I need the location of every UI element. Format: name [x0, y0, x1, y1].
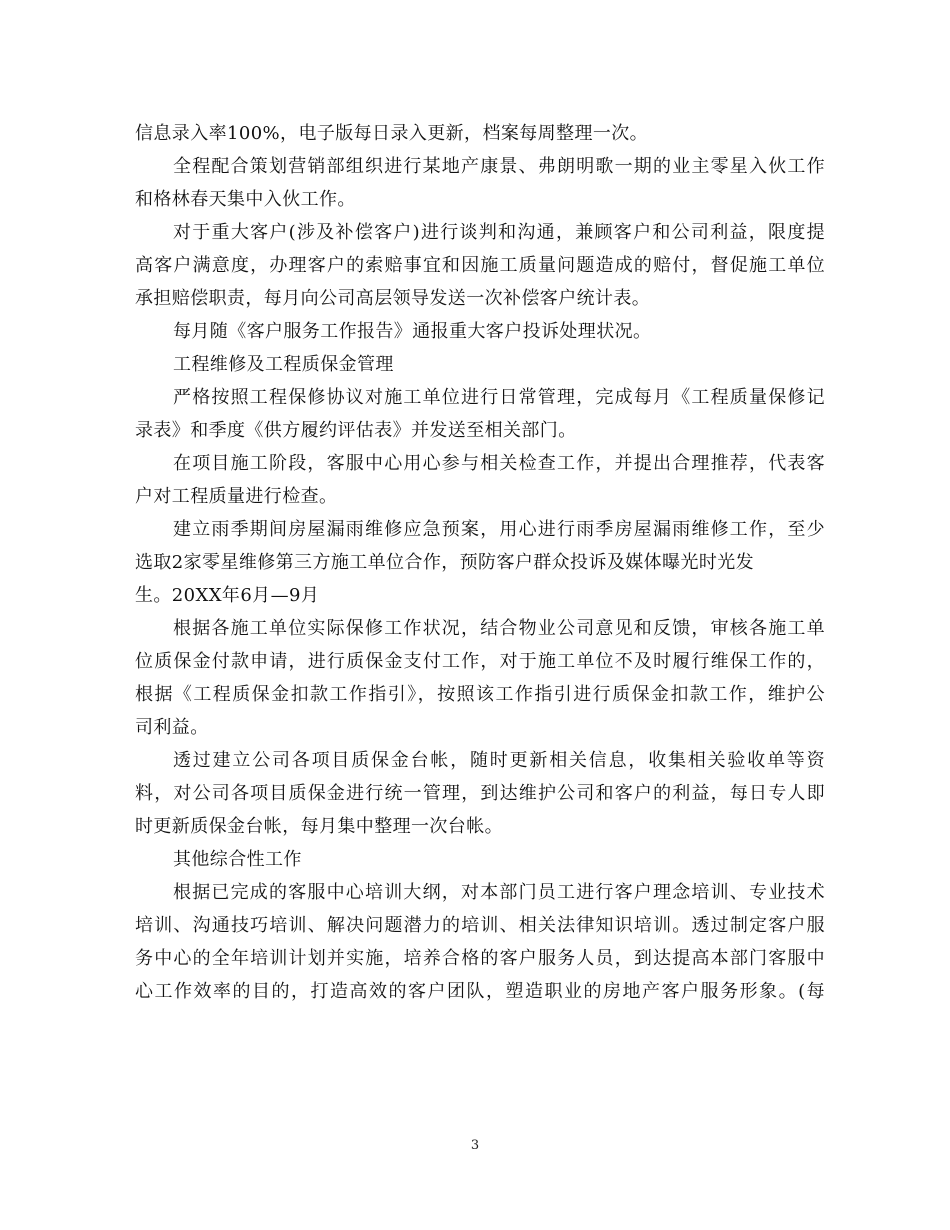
paragraph-line: 对于重大客户(涉及补偿客户)进行谈判和沟通，兼顾客户和公司利益，限度提: [173, 222, 825, 243]
paragraph-line: 选取2家零星维修第三方施工单位合作，预防客户群众投诉及媒体曝光时光发: [135, 552, 755, 573]
paragraph-line: 在项目施工阶段，客服中心用心参与相关检查工作，并提出合理推荐，代表客: [173, 453, 825, 474]
paragraph-line: 司利益。: [135, 717, 209, 738]
paragraph-line: 培训、沟通技巧培训、解决问题潜力的培训、相关法律知识培训。透过制定客户服: [135, 915, 825, 936]
paragraph-line: 信息录入率100%，电子版每日录入更新，档案每周整理一次。: [135, 123, 649, 144]
paragraph-line: 生。20XX年6月—9月: [135, 585, 320, 606]
section-heading: 其他综合性工作: [173, 849, 302, 870]
paragraph-line: 严格按照工程保修协议对施工单位进行日常管理，完成每月《工程质量保修记: [173, 387, 825, 408]
paragraph-line: 全程配合策划营销部组织进行某地产康景、弗朗明歌一期的业主零星入伙工作: [173, 156, 825, 177]
paragraph-line: 根据《工程质保金扣款工作指引》，按照该工作指引进行质保金扣款工作，维护公: [135, 684, 825, 705]
paragraph-line: 根据各施工单位实际保修工作状况，结合物业公司意见和反馈，审核各施工单: [173, 618, 825, 639]
document-body: [135, 117, 825, 1008]
paragraph-line: 务中心的全年培训计划并实施，培养合格的客户服务人员，到达提高本部门客服中: [135, 948, 825, 969]
paragraph-line: 料，对公司各项目质保金进行统一管理，到达维护公司和客户的利益，每日专人即: [135, 783, 825, 804]
paragraph-line: 和格林春天集中入伙工作。: [135, 189, 356, 210]
paragraph-line: 心工作效率的目的，打造高效的客户团队，塑造职业的房地产客户服务形象。(每: [135, 981, 825, 1002]
paragraph-line: 承担赔偿职责，每月向公司高层领导发送一次补偿客户统计表。: [135, 288, 651, 309]
paragraph-line: 时更新质保金台帐，每月集中整理一次台帐。: [135, 816, 503, 837]
paragraph-line: 每月随《客户服务工作报告》通报重大客户投诉处理状况。: [173, 321, 652, 342]
section-heading: 工程维修及工程质保金管理: [173, 354, 394, 375]
paragraph-line: 透过建立公司各项目质保金台帐，随时更新相关信息，收集相关验收单等资: [173, 750, 825, 771]
paragraph-line: 根据已完成的客服中心培训大纲，对本部门员工进行客户理念培训、专业技术: [173, 882, 825, 903]
paragraph-line: 录表》和季度《供方履约评估表》并发送至相关部门。: [135, 420, 577, 441]
paragraph-line: 高客户满意度，办理客户的索赔事宜和因施工质量问题造成的赔付，督促施工单位: [135, 255, 825, 276]
paragraph-line: 户对工程质量进行检查。: [135, 486, 338, 507]
page-number: 3: [470, 1138, 480, 1153]
paragraph-line: 位质保金付款申请，进行质保金支付工作，对于施工单位不及时履行维保工作的，: [135, 651, 825, 672]
paragraph-line: 建立雨季期间房屋漏雨维修应急预案，用心进行雨季房屋漏雨维修工作，至少: [173, 519, 825, 540]
